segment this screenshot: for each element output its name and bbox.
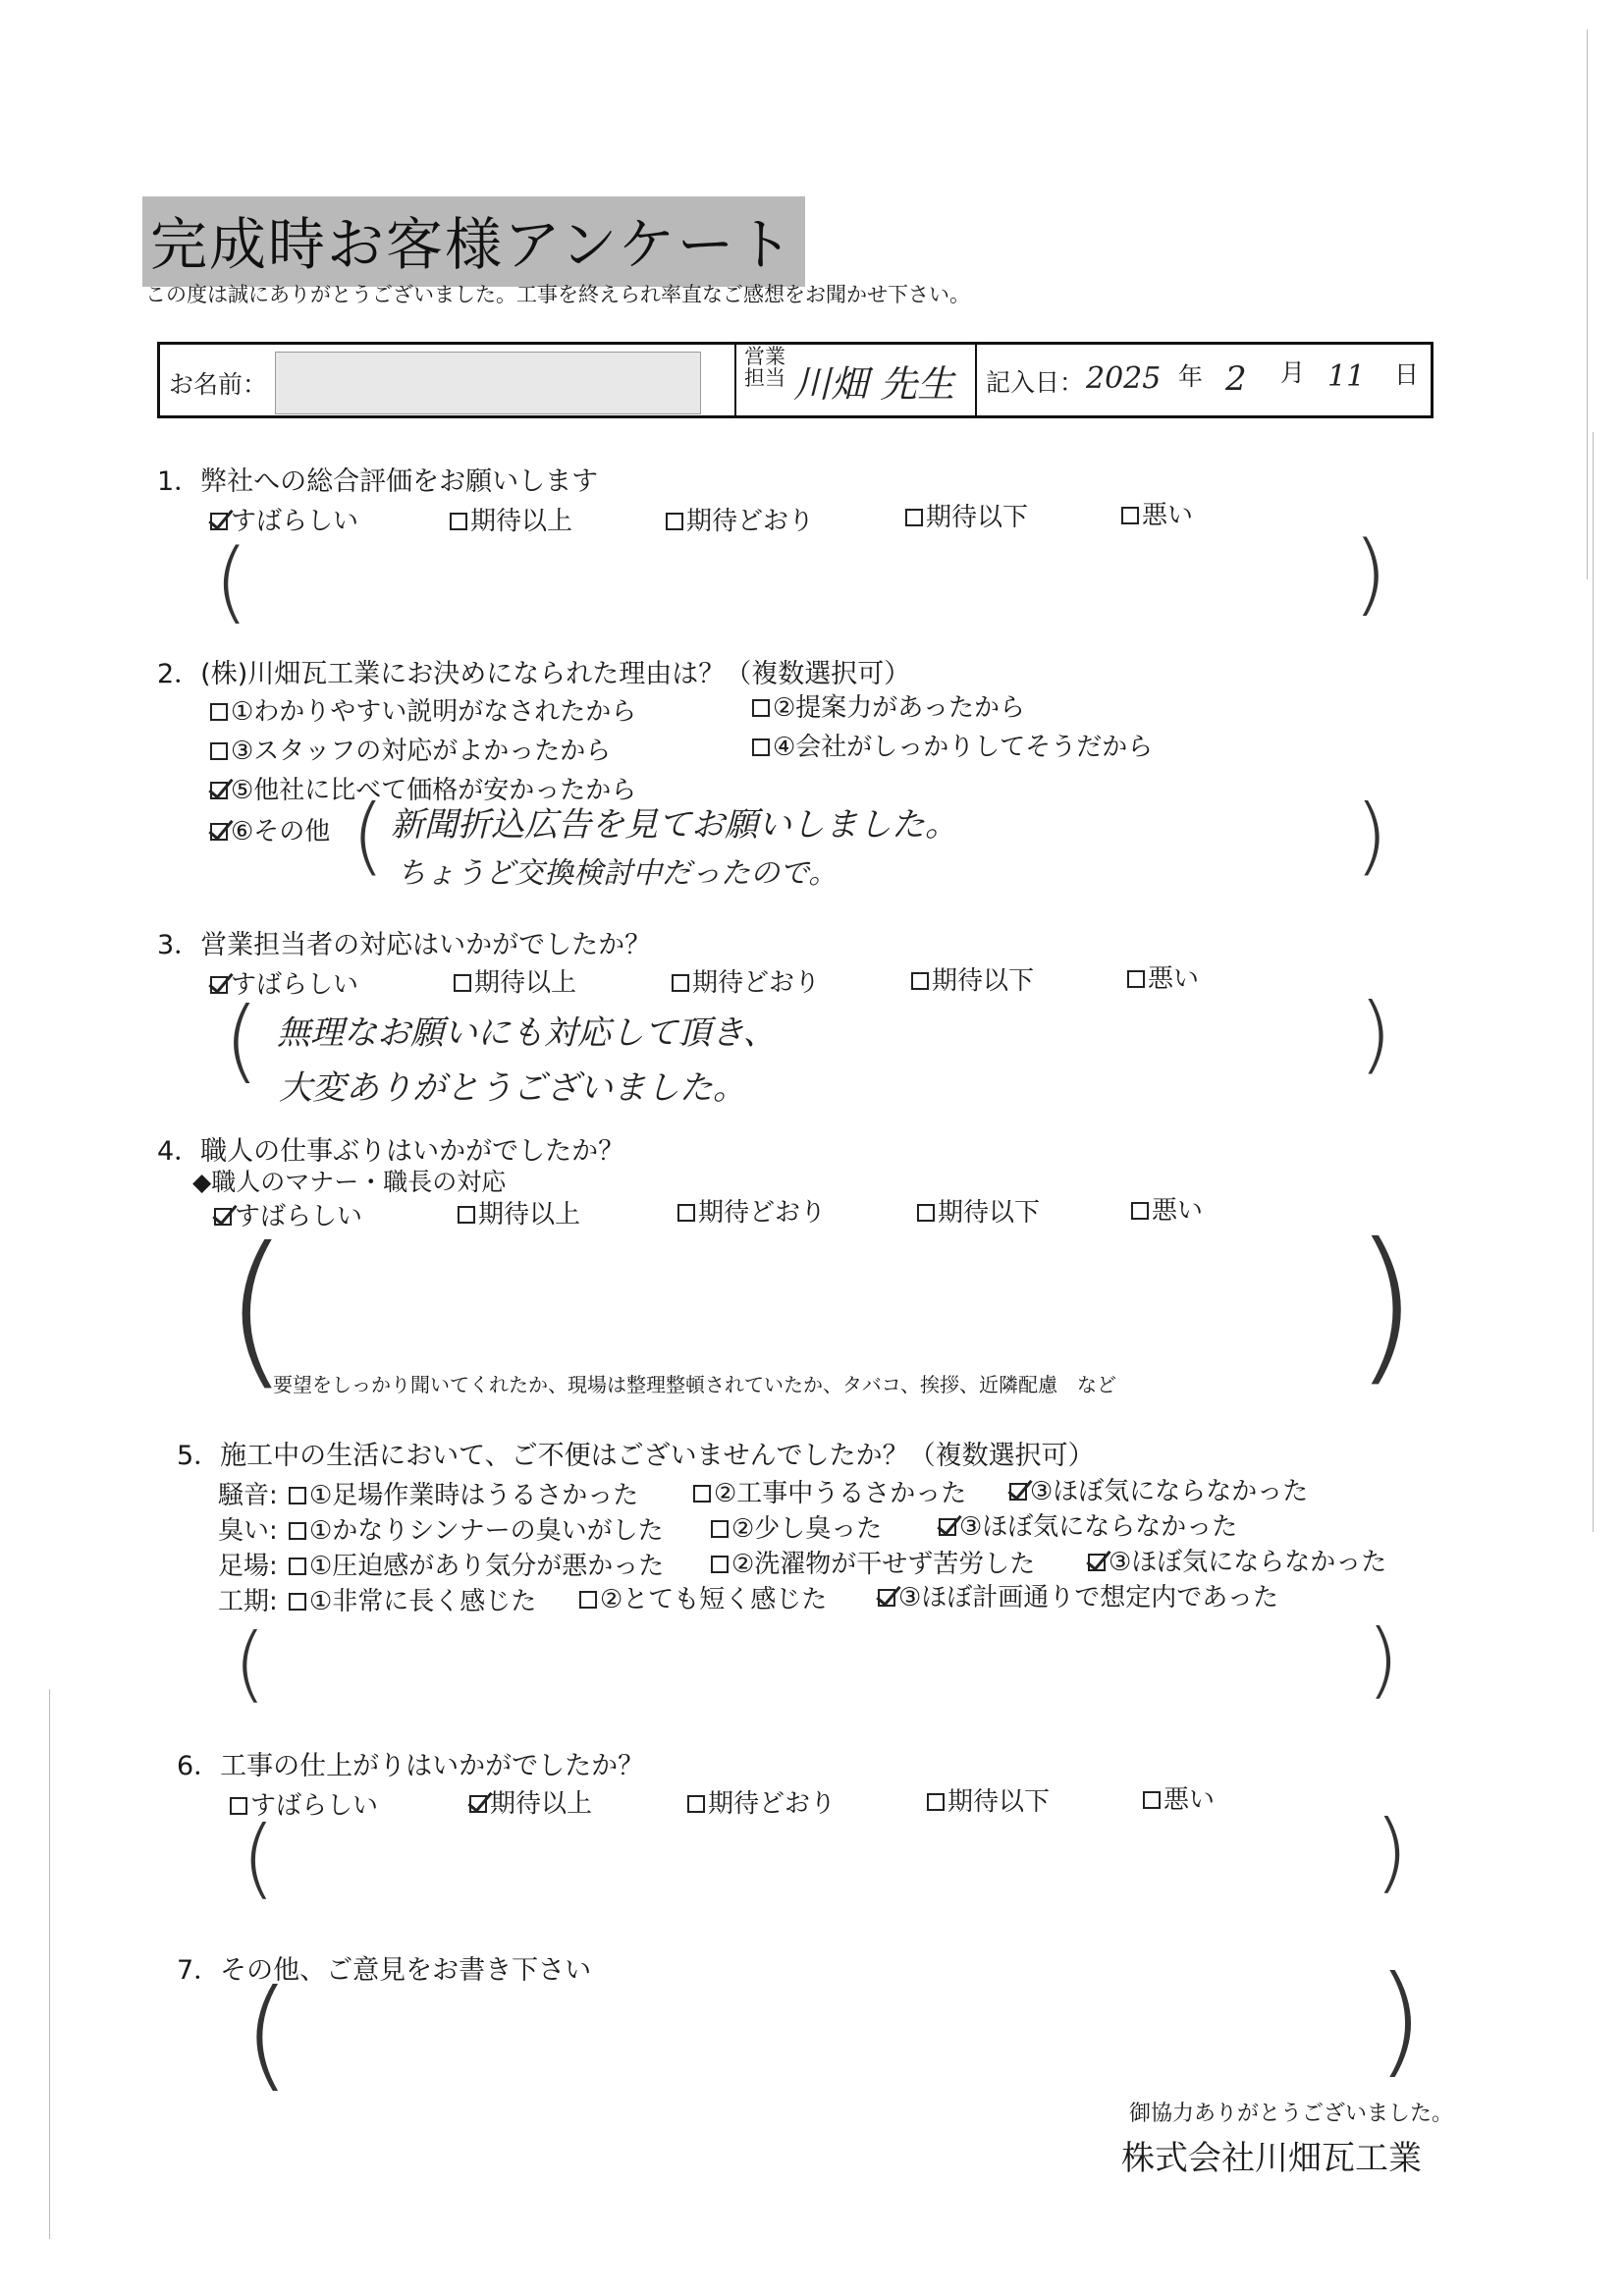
q5-period-option-3[interactable]: ③ほぼ計画通りで想定内であった: [878, 1577, 1278, 1613]
scan-edge-line: [1587, 29, 1588, 579]
q6-option-above[interactable]: 期待以上: [469, 1783, 592, 1820]
q3-comment-line-1: 無理なお願いにも対応して頂き、: [277, 1013, 777, 1053]
q6-comment-open-bracket: (: [242, 1807, 276, 1908]
info-divider: [975, 342, 977, 418]
q6-option-below[interactable]: 期待以下: [927, 1781, 1050, 1818]
q4-comment-close-bracket: ): [1353, 1208, 1419, 1402]
date-month: 2: [1225, 359, 1247, 399]
q2-comment-line-1: 新聞折込広告を見てお願いしました。: [391, 805, 958, 845]
q5-noise-option-1[interactable]: ①足場作業時はうるさかった: [289, 1475, 638, 1511]
checked-checkbox-icon[interactable]: [210, 513, 228, 530]
q5-smell-option-1[interactable]: ①かなりシンナーの臭いがした: [289, 1510, 664, 1547]
checked-checkbox-icon[interactable]: [469, 1795, 487, 1813]
q4-comment-open-bracket: (: [224, 1212, 290, 1406]
question-3: 3．営業担当者の対応はいかがでしたか？: [157, 930, 652, 960]
sales-rep-name: 川畑 先生: [793, 362, 955, 406]
checkbox-icon[interactable]: [711, 1520, 729, 1538]
sales-label: 営業 担当: [744, 345, 785, 391]
q6-option-excellent[interactable]: すばらしい: [230, 1785, 378, 1822]
q5-scaffold-option-1[interactable]: ①圧迫感があり気分が悪かった: [289, 1546, 664, 1582]
year-unit: 年: [1178, 362, 1204, 391]
q3-comment-close-bracket: ): [1359, 985, 1392, 1083]
month-unit: 月: [1280, 358, 1306, 387]
q2-option-2[interactable]: ②提案力があったから: [752, 687, 1025, 724]
q5-period-label: 工期:: [218, 1587, 278, 1616]
scan-edge-line: [49, 1689, 50, 2239]
q1-option-below[interactable]: 期待以下: [905, 497, 1028, 533]
checkbox-icon[interactable]: [289, 1593, 306, 1611]
q5-noise-label: 騒音:: [218, 1481, 278, 1510]
q2-option-5[interactable]: ⑤他社に比べて価格が安かったから: [210, 770, 636, 806]
q3-option-as-expected[interactable]: 期待どおり: [672, 962, 820, 999]
checked-checkbox-icon[interactable]: [1009, 1483, 1027, 1501]
question-2: 2．(株)川畑瓦工業にお決めになられた理由は？（複数選択可）: [157, 659, 911, 689]
q5-smell-label: 臭い:: [218, 1516, 278, 1546]
q1-option-bad[interactable]: 悪い: [1121, 495, 1193, 531]
checked-checkbox-icon[interactable]: [939, 1518, 956, 1536]
day-unit: 日: [1394, 360, 1420, 389]
q6-comment-close-bracket: ): [1375, 1801, 1409, 1902]
checkbox-icon[interactable]: [905, 509, 923, 526]
q4-option-bad[interactable]: 悪い: [1131, 1190, 1203, 1227]
checkbox-icon[interactable]: [752, 738, 770, 756]
q5-scaffold-label: 足場:: [218, 1552, 278, 1581]
q2-option-4[interactable]: ④会社がしっかりしてそうだから: [752, 727, 1153, 763]
checkbox-icon[interactable]: [454, 974, 471, 992]
q1-option-excellent[interactable]: すばらしい: [210, 501, 358, 537]
question-7: 7．その他、ご意見をお書き下さい: [177, 1955, 592, 1986]
checkbox-icon[interactable]: [210, 742, 228, 760]
name-label: お名前：: [169, 370, 268, 399]
checkbox-icon[interactable]: [911, 972, 929, 990]
q2-option-1[interactable]: ①わかりやすい説明がなされたから: [210, 691, 636, 728]
checkbox-icon[interactable]: [693, 1485, 711, 1503]
q7-comment-open-bracket: (: [243, 1964, 291, 2104]
checkbox-icon[interactable]: [666, 513, 683, 530]
q3-comment-line-2: 大変ありがとうございました。: [279, 1068, 746, 1108]
date-day: 11: [1327, 359, 1366, 394]
date-year: 2025: [1086, 361, 1162, 396]
checkbox-icon[interactable]: [927, 1793, 945, 1811]
q2-comment-close-bracket: ): [1355, 787, 1388, 885]
page-title: 完成時お客様アンケート: [142, 196, 805, 287]
name-field-redacted[interactable]: [275, 352, 701, 414]
company-name: 株式会社川畑瓦工業: [1121, 2139, 1422, 2178]
q3-option-excellent[interactable]: すばらしい: [210, 964, 358, 1001]
q4-hint-text: 要望をしっかり聞いてくれたか、現場は整理整頓されていたか、タバコ、挨拶、近隣配慮 など: [273, 1373, 1116, 1396]
q2-comment-open-bracket: (: [352, 787, 385, 885]
q5-scaffold-option-3[interactable]: ③ほぼ気にならなかった: [1088, 1542, 1386, 1578]
q4-option-as-expected[interactable]: 期待どおり: [677, 1192, 826, 1229]
q3-option-bad[interactable]: 悪い: [1127, 958, 1199, 995]
date-label: 記入日：: [986, 368, 1085, 397]
checked-checkbox-icon[interactable]: [210, 823, 228, 841]
thanks-text: 御協力ありがとうございました。: [1129, 2102, 1454, 2126]
q5-smell-option-3[interactable]: ③ほぼ気にならなかった: [939, 1506, 1237, 1543]
checkbox-icon[interactable]: [289, 1487, 306, 1504]
checked-checkbox-icon[interactable]: [1088, 1554, 1106, 1571]
q3-option-above[interactable]: 期待以上: [454, 962, 576, 999]
q5-comment-close-bracket: ): [1367, 1612, 1399, 1708]
checkbox-icon[interactable]: [289, 1522, 306, 1540]
checkbox-icon[interactable]: [752, 699, 770, 717]
q1-option-as-expected[interactable]: 期待どおり: [666, 501, 814, 537]
q1-option-above[interactable]: 期待以上: [450, 501, 572, 537]
question-1: 1．弊社への総合評価をお願いします: [157, 466, 599, 497]
checked-checkbox-icon[interactable]: [878, 1589, 895, 1607]
q6-option-as-expected[interactable]: 期待どおり: [687, 1783, 836, 1820]
q4-option-above[interactable]: 期待以上: [458, 1194, 580, 1230]
checkbox-icon[interactable]: [687, 1795, 705, 1813]
q1-comment-open-bracket: (: [214, 530, 249, 633]
question-6: 6．工事の仕上がりはいかがでしたか？: [177, 1751, 645, 1781]
checkbox-icon[interactable]: [672, 974, 689, 992]
checkbox-icon[interactable]: [458, 1206, 475, 1224]
q6-option-bad[interactable]: 悪い: [1143, 1779, 1215, 1816]
checked-checkbox-icon[interactable]: [210, 782, 228, 799]
q2-option-3[interactable]: ③スタッフの対応がよかったから: [210, 731, 611, 767]
q4-subheading: ◆職人のマナー・職長の対応: [192, 1168, 507, 1196]
checkbox-icon[interactable]: [917, 1204, 935, 1222]
q5-noise-option-3[interactable]: ③ほぼ気にならなかった: [1009, 1471, 1308, 1507]
q4-option-excellent[interactable]: すばらしい: [214, 1196, 362, 1232]
q2-comment-line-2: ちょうど交換検討中だったので。: [397, 856, 839, 891]
q5-period-option-1[interactable]: ①非常に長く感じた: [289, 1581, 536, 1617]
checkbox-icon[interactable]: [677, 1204, 695, 1222]
checkbox-icon[interactable]: [1127, 970, 1145, 988]
checkbox-icon[interactable]: [1131, 1202, 1149, 1220]
q5-noise-option-2[interactable]: ②工事中うるさかった: [693, 1473, 966, 1509]
q4-option-below[interactable]: 期待以下: [917, 1192, 1040, 1229]
scan-edge-line: [1593, 432, 1594, 1532]
q3-comment-open-bracket: (: [224, 988, 259, 1093]
q5-period-option-2[interactable]: ②とても短く感じた: [579, 1579, 827, 1615]
checkbox-icon[interactable]: [711, 1556, 729, 1573]
checkbox-icon[interactable]: [579, 1591, 597, 1609]
intro-text: この度は誠にありがとうございました。工事を終えられ率直なご感想をお聞かせ下さい。: [145, 283, 970, 306]
q3-option-below[interactable]: 期待以下: [911, 960, 1034, 997]
q1-comment-close-bracket: ): [1353, 522, 1388, 626]
checkbox-icon[interactable]: [1143, 1791, 1161, 1809]
checkbox-icon[interactable]: [210, 703, 228, 721]
q5-comment-open-bracket: (: [234, 1615, 266, 1712]
q2-option-6[interactable]: ⑥その他: [210, 811, 330, 847]
q5-smell-option-2[interactable]: ②少し臭った: [711, 1508, 882, 1545]
question-4: 4．職人の仕事ぶりはいかがでしたか？: [157, 1136, 625, 1167]
info-divider: [734, 342, 736, 418]
checkbox-icon[interactable]: [289, 1558, 306, 1575]
q7-comment-close-bracket: ): [1377, 1950, 1424, 2090]
question-5: 5．施工中の生活において、ご不便はございませんでしたか？（複数選択可）: [177, 1441, 1095, 1471]
q5-scaffold-option-2[interactable]: ②洗濯物が干せず苦労した: [711, 1544, 1035, 1580]
checkbox-icon[interactable]: [1121, 507, 1139, 524]
checkbox-icon[interactable]: [450, 513, 467, 530]
